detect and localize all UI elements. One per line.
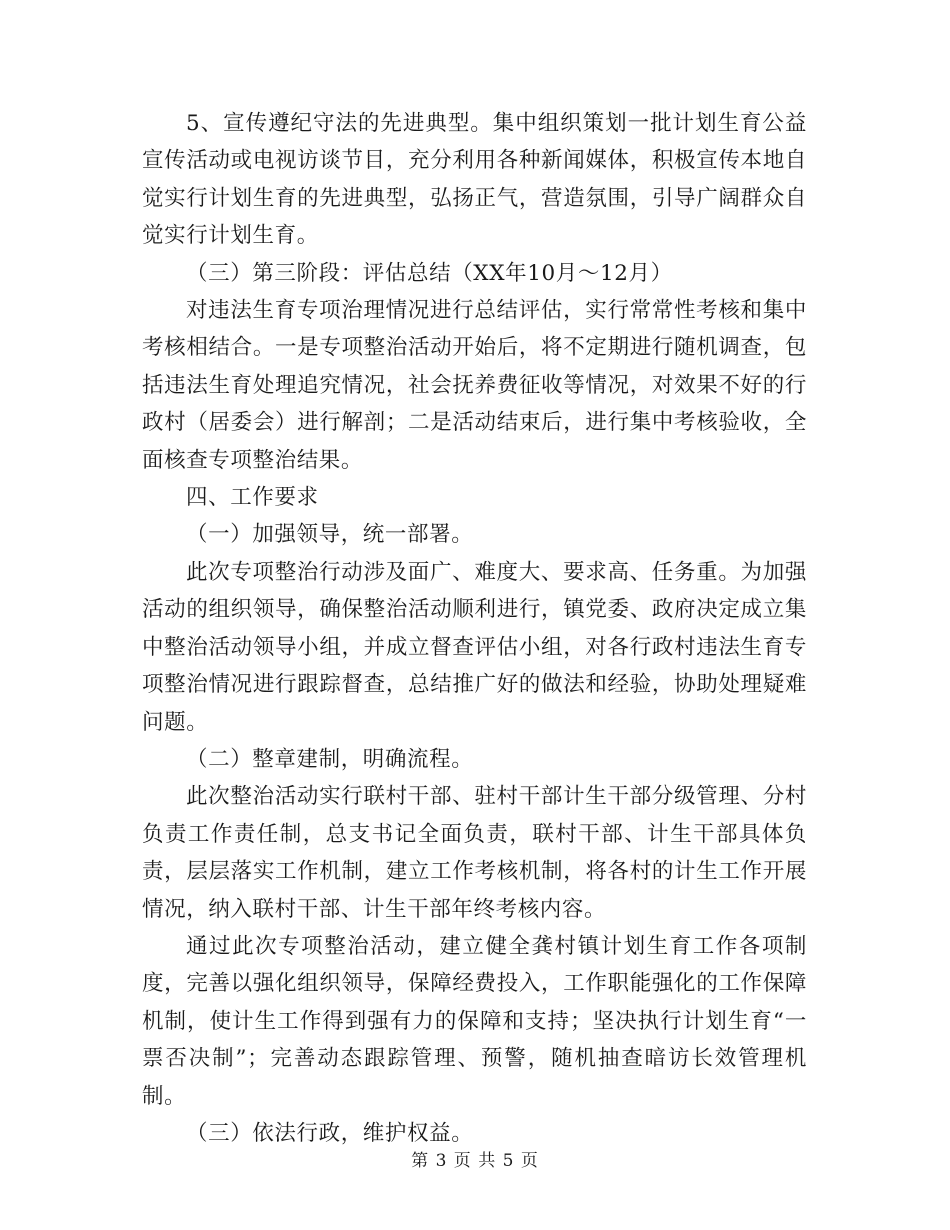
paragraph-mechanisms: 通过此次专项整治活动，建立健全龚村镇计划生育工作各项制度，完善以强化组织领导，保障经费投入，工作职能强化的工作保障机制，使计生工作得到强有力的保障和支持；坚决执行计划生育“一票否决制”；完善动态跟踪管理、预警，随机抽查暗访长效管理机制。 bbox=[142, 933, 807, 1109]
subheading-regulations: （二）整章建制，明确流程。 bbox=[186, 746, 474, 772]
page-footer: 第 3 页 共 5 页 bbox=[411, 1151, 539, 1171]
paragraph-publicity: 5、宣传遵纪守法的先进典型。集中组织策划一批计划生育公益宣传活动或电视访谈节目，充分利用各种新闻媒体，积极宣传本地自觉实行计划生育的先进典型，弘扬正气，营造氛围，引导广阔群众自觉实行计划生育。 bbox=[142, 111, 807, 249]
paragraph-evaluation: 对违法生育专项治理情况进行总结评估，实行常常性考核和集中考核相结合。一是专项整治活动开始后，将不定期进行随机调查，包括违法生育处理追究情况，社会抚养费征收等情况，对效果不好的行政村（居委会）进行解剖；二是活动结束后，进行集中考核验收，全面核查专项整治结果。 bbox=[142, 298, 807, 473]
paragraph-regulations: 此次整治活动实行联村干部、驻村干部计生干部分级管理、分村负责工作责任制，总支书记全面负责，联村干部、计生干部具体负责，层层落实工作机制，建立工作考核机制，将各村的计生工作开展情况，纳入联村干部、计生干部年终考核内容。 bbox=[142, 784, 807, 922]
subheading-lawful-administration: （三）依法行政，维护权益。 bbox=[186, 1120, 474, 1146]
section-heading-work-requirements: 四、工作要求 bbox=[186, 485, 319, 511]
document-body bbox=[142, 105, 807, 1152]
paragraph-leadership: 此次专项整治行动涉及面广、难度大、要求高、任务重。为加强活动的组织领导，确保整治活动顺利进行，镇党委、政府决定成立集中整治活动领导小组，并成立督查评估小组，对各行政村违法生育专项整治情况进行跟踪督查，总结推广好的做法和经验，协助处理疑难问题。 bbox=[142, 559, 807, 735]
section-heading-stage-three: （三）第三阶段：评估总结（XX年10月～12月） bbox=[186, 260, 673, 286]
subheading-leadership: （一）加强领导，统一部署。 bbox=[186, 522, 474, 548]
